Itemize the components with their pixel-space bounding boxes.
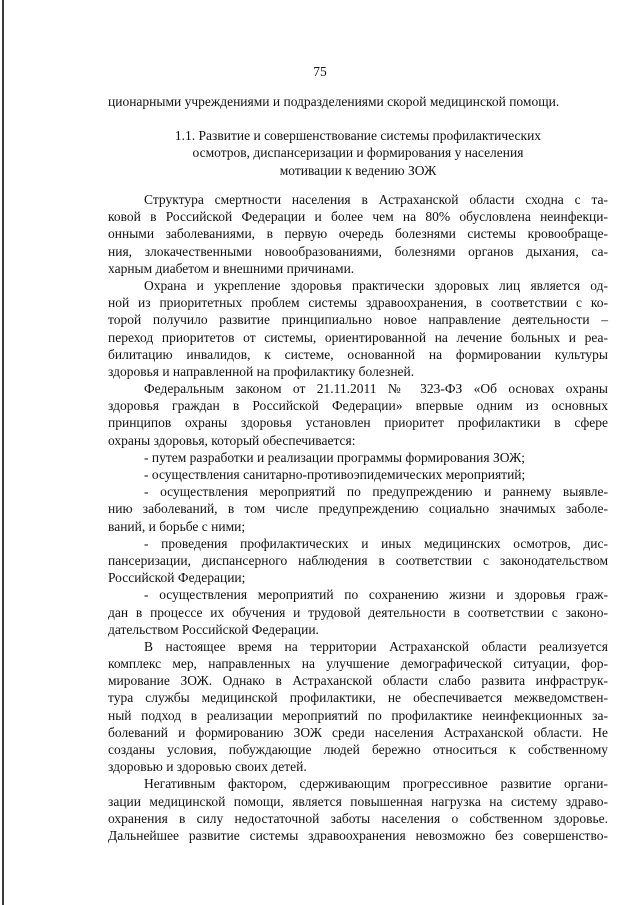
section-heading (108, 127, 608, 179)
paragraph (108, 638, 608, 776)
text-line: тура службы медицинской профилактики, не обеспечивается межведомствен- (108, 690, 608, 706)
text-line: - путем разработки и реализации программы формирования ЗОЖ; (144, 449, 526, 465)
text-line: болеваний и формированию ЗОЖ среди населения Астраханской области. Не (108, 724, 608, 740)
text-line: ковой в Российской Федерации и более чем на 80% обусловлена неинфекци- (108, 209, 608, 225)
paragraph (108, 449, 608, 466)
text-line: ной из приоритетных проблем системы здравоохранения, в соответствии с ко- (108, 295, 608, 311)
text-line: торой получило развитие принципиально новое направление деятельности – (108, 312, 608, 328)
heading-line: мотивации к ведению ЗОЖ (279, 162, 437, 178)
text-line: ный подход в реализации мероприятий по профилактике неинфекционных за- (108, 707, 608, 723)
text-line: Структура смертности населения в Астраханской области сходна с та- (144, 192, 608, 207)
text-line: Дальнейшее развитие системы здравоохранения невозможно без совершенство- (108, 827, 608, 843)
text-line: билитацию инвалидов, к системе, основанной на формировании культуры (108, 346, 608, 362)
text-line: Российской Федерации; (108, 570, 246, 586)
text-line: харным диабетом и внешними причинами. (108, 260, 355, 276)
text-line: переход приоритетов от системы, ориентированной на лечение больных и реа- (108, 329, 608, 345)
text-line: Охрана и укрепление здоровья практически здоровых лиц является од- (144, 277, 608, 293)
body-text (108, 191, 608, 844)
paragraph (108, 191, 608, 277)
text-line: дательством Российской Федерации. (108, 621, 319, 637)
text-line: онными заболеваниями, в первую очередь болезнями системы кровообраще- (108, 226, 608, 242)
text-line: охранения в силу недостаточной заботы населения о собственном здоровье. (108, 810, 608, 826)
text-line: комплекс мер, направленных на улучшение демографической ситуации, фор- (108, 656, 608, 672)
text-line: здоровью и здоровью своих детей. (108, 759, 307, 775)
text-line: здоровья граждан в Российской Федерации» впервые одним из основных (108, 398, 608, 414)
text-line: - осуществления мероприятий по предупреждению и раннему выявле- (144, 484, 608, 500)
text-line: нию заболеваний, в том числе предупреждению социально значимых заболе- (108, 501, 608, 517)
paragraph (108, 535, 608, 587)
text-line: - проведения профилактических и иных медицинских осмотров, дис- (144, 535, 608, 551)
text-line: Федеральным законом от 21.11.2011 № 323-ФЗ «Об основах охраны (144, 381, 608, 397)
text-line: пансеризации, диспансерного наблюдения в соответствии с законодательством (108, 552, 608, 568)
paragraph (108, 775, 608, 844)
text-line: ния, злокачественными новообразованиями, болезнями органов дыхания, са- (108, 243, 608, 259)
text-line: В настоящее время на территории Астраханской области реализуется (144, 638, 608, 654)
paragraph (108, 277, 608, 380)
paragraph (108, 586, 608, 638)
text-line: Негативным фактором, сдерживающим прогрессивное развитие органи- (144, 776, 608, 792)
paragraph (108, 380, 608, 449)
text-line: охраны здоровья, который обеспечивается: (108, 432, 356, 448)
heading-line: 1.1. Развитие и совершенствование системы профилактических (174, 128, 542, 143)
continued-line: ционарными учреждениями и подразделениями скорой медицинской помощи. (108, 94, 560, 109)
paragraph (108, 483, 608, 535)
heading-line: осмотров, диспансеризации и формирования у населения (192, 145, 524, 161)
page-number: 75 (313, 64, 327, 79)
scan-edge-line (2, 0, 4, 905)
text-line: - осуществления санитарно-противоэпидемических мероприятий; (144, 467, 526, 482)
text-line: мирование ЗОЖ. Однако в Астраханской области слабо развита инфраструк- (108, 673, 608, 689)
text-line: ваний, и борьбе с ними; (108, 518, 246, 534)
text-line: дан в процессе их обучения и трудовой деятельности в соответствии с законо- (108, 604, 608, 620)
text-line: принципов охраны здоровья установлен приоритет профилактики в сфере (108, 415, 608, 431)
paragraph (108, 466, 608, 483)
text-line: - осуществления мероприятий по сохранению жизни и здоровья граж- (144, 587, 608, 603)
text-line: созданы условия, побуждающие людей бережно относиться к собственному (108, 742, 608, 757)
text-line: зации медицинской помощи, является повышенная нагрузка на систему здраво- (108, 793, 608, 809)
text-line: здоровья и направленной на профилактику болезней. (108, 363, 415, 379)
